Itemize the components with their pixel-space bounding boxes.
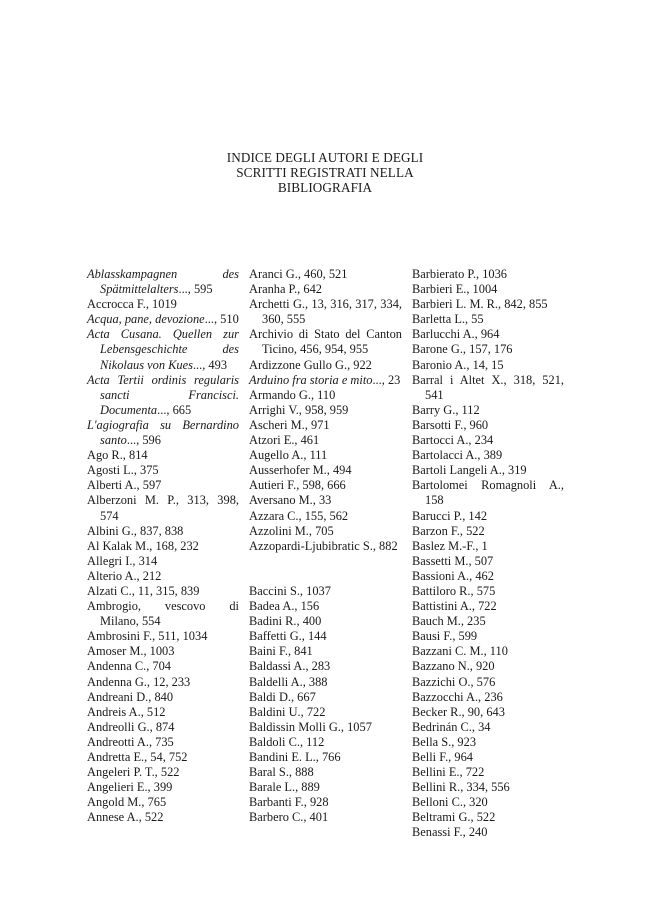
entry-text: Baldi D., 667: [249, 689, 316, 704]
entry-text: Baini F., 841: [249, 644, 313, 659]
index-entry: [412, 810, 564, 825]
entry-text: Bausi F., 599: [412, 629, 478, 644]
index-entry: [412, 584, 564, 599]
entry-text: Al Kalak M., 168, 232: [87, 538, 199, 553]
entry-text: Benassi F., 240: [412, 825, 488, 840]
entry-text: Archivio di Stato del Canton Ticino, 456, 954, 955: [249, 327, 402, 357]
index-entry: [87, 644, 239, 659]
entry-text: Bellini E., 722: [412, 765, 485, 780]
index-entry: [412, 675, 564, 690]
entry-text: Alzati C., 11, 315, 839: [87, 583, 200, 598]
index-entry: [87, 750, 239, 765]
index-entry: [412, 599, 564, 614]
entry-text: Archetti G., 13, 316, 317, 334, 360, 555: [249, 297, 402, 327]
entry-title: Acta Cusana. Quellen zur Lebensgeschichte des Nikolaus von Kues: [87, 327, 239, 372]
index-entry: [412, 358, 564, 373]
entry-text: Bauch M., 235: [412, 614, 486, 629]
entry-text: Albini G., 837, 838: [87, 523, 184, 538]
index-entry: [249, 388, 402, 403]
index-entry: [249, 659, 402, 674]
entry-text: Bazzichi O., 576: [412, 674, 496, 689]
entry-text: Azzopardi-Ljubibratic S., 882: [249, 538, 398, 553]
entry-text: Andreotti A., 735: [87, 734, 174, 749]
index-entry: [412, 433, 564, 448]
entry-text: Andreani D., 840: [87, 689, 174, 704]
index-entry: [249, 599, 402, 614]
entry-text: Ascheri M., 971: [249, 417, 330, 432]
index-entry: [87, 297, 239, 312]
index-entry: [87, 493, 239, 523]
entry-text: Bartocci A., 234: [412, 433, 494, 448]
index-entry: [412, 780, 564, 795]
letter-gap: [249, 554, 402, 569]
index-entry: [412, 765, 564, 780]
index-entry: [412, 644, 564, 659]
entry-text: Barbanti F., 928: [249, 795, 329, 810]
entry-text: Bartolomei Romagnoli A., 158: [412, 478, 564, 508]
index-entry: [249, 629, 402, 644]
entry-text: Baldissin Molli G., 1057: [249, 719, 372, 734]
entry-text: Baldelli A., 388: [249, 674, 328, 689]
index-entry: [87, 373, 239, 418]
index-entry: [249, 750, 402, 765]
index-entry: [87, 659, 239, 674]
index-entry: [249, 644, 402, 659]
index-entry: [87, 418, 239, 448]
index-entry: [412, 795, 564, 810]
entry-text: Bazzano N., 920: [412, 659, 495, 674]
index-title: [0, 151, 650, 195]
index-entry: [87, 735, 239, 750]
entry-text: Alterio A., 212: [87, 568, 162, 583]
index-entry: [412, 750, 564, 765]
entry-text: Ambrogio, vescovo di Milano, 554: [87, 599, 239, 629]
entry-text: Baldoli C., 112: [249, 734, 325, 749]
entry-text: Barral i Altet X., 318, 521, 541: [412, 372, 564, 402]
entry-text: Bartolacci A., 389: [412, 448, 503, 463]
index-entry: [412, 373, 564, 403]
entry-text: Baronio A., 14, 15: [412, 357, 504, 372]
letter-gap: [249, 569, 402, 584]
index-entry: [87, 554, 239, 569]
entry-text: Baccini S., 1037: [249, 583, 331, 598]
index-entry: [412, 509, 564, 524]
entry-text: Bedrinán C., 34: [412, 719, 491, 734]
title-line: INDICE DEGLI AUTORI E DEGLI: [226, 150, 424, 165]
entry-text: Badea A., 156: [249, 599, 320, 614]
entry-text: ..., 23: [372, 372, 401, 387]
index-entry: [412, 478, 564, 508]
index-column-2: [249, 267, 402, 825]
index-entry: [249, 735, 402, 750]
index-entry: [412, 418, 564, 433]
entry-text: Accrocca F., 1019: [87, 297, 177, 312]
index-entry: [87, 524, 239, 539]
entry-text: Bazzocchi A., 236: [412, 689, 503, 704]
index-entry: [249, 795, 402, 810]
entry-text: Andenna G., 12, 233: [87, 674, 191, 689]
index-entry: [87, 448, 239, 463]
index-entry: [87, 463, 239, 478]
index-column-1: [87, 267, 239, 825]
index-entry: [412, 403, 564, 418]
entry-text: Andretta E., 54, 752: [87, 750, 188, 764]
index-entry: [249, 282, 402, 297]
index-entry: [87, 705, 239, 720]
entry-text: Armando G., 110: [249, 387, 336, 402]
entry-text: Baffetti G., 144: [249, 629, 327, 644]
index-entry: [412, 282, 564, 297]
index-entry: [412, 539, 564, 554]
entry-text: Bartoli Langeli A., 319: [412, 463, 527, 478]
entry-text: Bellini R., 334, 556: [412, 780, 510, 795]
entry-text: Augello A., 111: [249, 448, 328, 463]
index-entry: [249, 810, 402, 825]
index-entry: [249, 493, 402, 508]
entry-text: Aversano M., 33: [249, 493, 332, 508]
index-entry: [87, 675, 239, 690]
index-entry: [249, 478, 402, 493]
index-entry: [412, 327, 564, 342]
index-entry: [412, 448, 564, 463]
index-entry: [249, 705, 402, 720]
index-entry: [412, 825, 564, 840]
entry-text: Beltrami G., 522: [412, 810, 496, 825]
entry-text: Agosti L., 375: [87, 463, 159, 478]
entry-text: Barone G., 157, 176: [412, 342, 513, 357]
entry-text: Battistini A., 722: [412, 599, 497, 614]
entry-text: ..., 510: [204, 312, 239, 327]
index-entry: [87, 780, 239, 795]
index-entry: [87, 569, 239, 584]
index-entry: [412, 524, 564, 539]
index-entry: [412, 720, 564, 735]
index-entry: [412, 342, 564, 357]
entry-text: Annese A., 522: [87, 810, 164, 825]
entry-text: ..., 595: [178, 282, 213, 297]
index-entry: [87, 690, 239, 705]
entry-text: Ambrosini F., 511, 1034: [87, 629, 208, 644]
entry-text: Atzori E., 461: [249, 433, 320, 448]
entry-text: Aranci G., 460, 521: [249, 267, 348, 281]
index-entry: [249, 403, 402, 418]
entry-text: Barucci P., 142: [412, 508, 488, 523]
index-entry: [249, 418, 402, 433]
entry-text: Becker R., 90, 643: [412, 704, 505, 719]
entry-text: Badini R., 400: [249, 614, 322, 629]
index-entry: [249, 584, 402, 599]
entry-text: Alberti A., 597: [87, 478, 162, 493]
entry-title: Ablasskampagnen des Spätmittelalters: [87, 267, 239, 297]
index-entry: [412, 267, 564, 282]
index-entry: [87, 629, 239, 644]
entry-text: Bassetti M., 507: [412, 553, 494, 568]
title-line: SCRITTI REGISTRATI NELLA: [236, 164, 414, 180]
index-entry: [87, 720, 239, 735]
index-entry: [249, 614, 402, 629]
index-entry: [412, 659, 564, 674]
entry-text: Belloni C., 320: [412, 795, 488, 810]
entry-text: Baslez M.-F., 1: [412, 538, 488, 553]
entry-title: Acqua, pane, devozione: [87, 312, 205, 327]
index-entry: [249, 780, 402, 795]
entry-text: Barsotti F., 960: [412, 417, 489, 432]
entry-text: Angold M., 765: [87, 795, 167, 810]
entry-text: Angeleri P. T., 522: [87, 765, 180, 780]
entry-text: Barzon F., 522: [412, 523, 485, 538]
entry-text: Barry G., 112: [412, 402, 480, 417]
index-entry: [249, 297, 402, 327]
index-entry: [249, 327, 402, 357]
entry-text: Barbieri E., 1004: [412, 282, 498, 297]
title-line: BIBLIOGRAFIA: [277, 179, 373, 195]
index-column-3: [412, 267, 564, 841]
entry-text: Bella S., 923: [412, 734, 477, 749]
index-entry: [249, 524, 402, 539]
index-entry: [87, 584, 239, 599]
entry-text: Ago R., 814: [87, 448, 148, 463]
index-entry: [87, 810, 239, 825]
entry-title: Arduino fra storia e mito: [249, 372, 373, 387]
entry-text: Alberzoni M. P., 313, 398, 574: [87, 493, 239, 523]
entry-text: Azzara C., 155, 562: [249, 508, 349, 523]
index-entry: [249, 448, 402, 463]
entry-text: Barbierato P., 1036: [412, 267, 507, 281]
index-entry: [249, 720, 402, 735]
index-entry: [412, 569, 564, 584]
entry-text: Arrighi V., 958, 959: [249, 402, 349, 417]
index-entry: [412, 554, 564, 569]
entry-text: Bazzani C. M., 110: [412, 644, 508, 659]
index-entry: [249, 267, 402, 282]
index-entry: [412, 463, 564, 478]
index-entry: [87, 312, 239, 327]
entry-text: Amoser M., 1003: [87, 644, 175, 659]
entry-text: Bassioni A., 462: [412, 568, 494, 583]
entry-text: Andreis A., 512: [87, 704, 166, 719]
entry-text: Angelieri E., 399: [87, 780, 173, 795]
index-entry: [412, 614, 564, 629]
entry-text: Barbieri L. M. R., 842, 855: [412, 297, 548, 312]
index-entry: [412, 312, 564, 327]
entry-title: Acta Tertii ordinis regularis sancti Francisci. Documenta: [87, 372, 239, 417]
entry-text: Ardizzone Gullo G., 922: [249, 357, 372, 372]
entry-text: ..., 493: [192, 357, 228, 372]
entry-text: Barletta L., 55: [412, 312, 484, 327]
entry-text: Bandini E. L., 766: [249, 750, 341, 764]
entry-text: Battiloro R., 575: [412, 583, 496, 598]
entry-text: Barale L., 889: [249, 780, 320, 795]
index-entry: [412, 690, 564, 705]
entry-title: L'agiografia su Bernardino santo: [87, 417, 239, 448]
index-entry: [412, 297, 564, 312]
entry-text: Aranha P., 642: [249, 282, 322, 297]
index-entry: [412, 735, 564, 750]
entry-text: Andreolli G., 874: [87, 719, 175, 734]
entry-text: Azzolini M., 705: [249, 523, 334, 538]
index-entry: [249, 690, 402, 705]
entry-text: Autieri F., 598, 666: [249, 478, 346, 493]
index-entry: [249, 463, 402, 478]
index-entry: [87, 599, 239, 629]
entry-text: Baldini U., 722: [249, 704, 326, 719]
entry-text: ..., 596: [126, 433, 161, 448]
index-entry: [87, 478, 239, 493]
index-entry: [249, 358, 402, 373]
entry-text: ..., 665: [157, 402, 192, 417]
index-entry: [412, 705, 564, 720]
index-entry: [249, 675, 402, 690]
index-entry: [249, 433, 402, 448]
entry-text: Belli F., 964: [412, 750, 473, 764]
entry-text: Andenna C., 704: [87, 659, 171, 674]
index-entry: [87, 539, 239, 554]
index-entry: [87, 327, 239, 372]
index-entry: [412, 629, 564, 644]
index-entry: [249, 765, 402, 780]
entry-text: Ausserhofer M., 494: [249, 463, 352, 478]
index-entry: [249, 373, 402, 388]
entry-text: Barlucchi A., 964: [412, 327, 500, 342]
entry-text: Baral S., 888: [249, 765, 314, 780]
index-entry: [87, 765, 239, 780]
index-entry: [249, 509, 402, 524]
entry-text: Barbero C., 401: [249, 810, 329, 825]
index-entry: [87, 795, 239, 810]
entry-text: Allegri I., 314: [87, 553, 158, 568]
index-entry: [87, 267, 239, 297]
index-entry: [249, 539, 402, 554]
entry-text: Baldassi A., 283: [249, 659, 331, 674]
